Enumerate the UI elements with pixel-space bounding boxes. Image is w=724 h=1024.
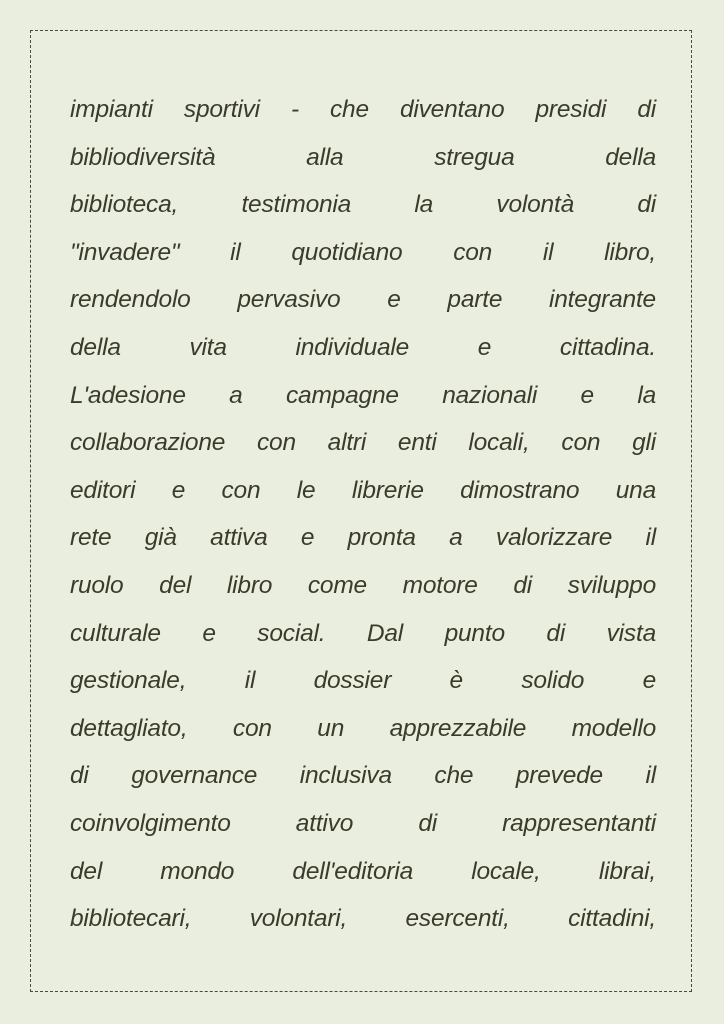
text-line: ruolo del libro come motore di sviluppo bbox=[70, 571, 656, 599]
text-line: culturale e social. Dal punto di vista bbox=[70, 619, 656, 647]
text-line: della vita individuale e cittadina. bbox=[70, 333, 656, 361]
text-line: dettagliato, con un apprezzabile modello bbox=[70, 714, 656, 742]
text-line: di governance inclusiva che prevede il bbox=[70, 762, 656, 790]
text-line: biblioteca, testimonia la volontà di bbox=[70, 191, 656, 219]
text-line: del mondo dell'editoria locale, librai, bbox=[70, 857, 656, 885]
text-line: bibliodiversità alla stregua della bbox=[70, 143, 656, 171]
text-line: gestionale, il dossier è solido e bbox=[70, 667, 656, 695]
text-line: editori e con le librerie dimostrano una bbox=[70, 476, 656, 504]
text-line: bibliotecari, volontari, esercenti, cittadini, bbox=[70, 905, 656, 933]
text-line: rete già attiva e pronta a valorizzare il bbox=[70, 524, 656, 552]
text-line: impianti sportivi - che diventano presidi di bbox=[70, 96, 656, 123]
text-line: "invadere" il quotidiano con il libro, bbox=[70, 238, 656, 266]
body-text bbox=[70, 92, 656, 949]
text-line: L'adesione a campagne nazionali e la bbox=[70, 381, 656, 409]
text-line: collaborazione con altri enti locali, con gli bbox=[70, 429, 656, 457]
text-line: rendendolo pervasivo e parte integrante bbox=[70, 286, 656, 314]
text-line: coinvolgimento attivo di rappresentanti bbox=[70, 809, 656, 837]
